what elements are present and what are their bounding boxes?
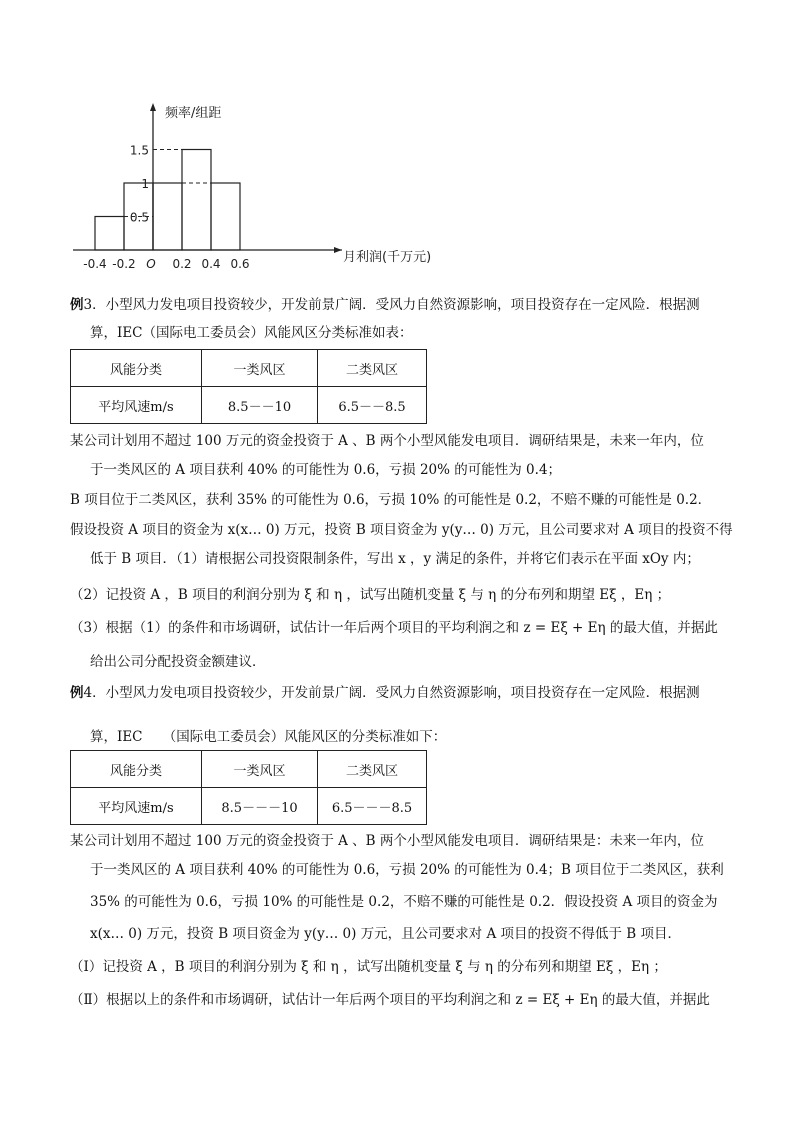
- ex4-th-0: 风能分类: [71, 751, 202, 788]
- ex3-line2: 算，IEC（国际电工委员会）风能风区分类标准如表：: [90, 325, 413, 341]
- histogram-chart: [60, 95, 460, 280]
- x-tick-label: 0.2: [172, 257, 192, 271]
- ex3-td-0: 平均风速m/s: [71, 387, 202, 424]
- ex4-th-2: 二类风区: [318, 751, 427, 788]
- x-axis-label: 月利润(千万元): [343, 250, 432, 265]
- ex3-th-0: 风能分类: [71, 350, 202, 387]
- ex4-table-row: [71, 788, 427, 825]
- x-tick-label: -0.4: [83, 257, 107, 271]
- histogram-bar: [153, 183, 182, 250]
- ex3-th-2: 二类风区: [318, 350, 427, 387]
- ex4-line2: 算，IEC （国际电工委员会）风能风区的分类标准如下：: [90, 729, 447, 745]
- histogram-bar: [211, 183, 240, 250]
- ex4-td-0: 平均风速m/s: [71, 788, 202, 825]
- histogram-bar: [95, 217, 124, 251]
- ex4-th-1: 一类风区: [202, 751, 318, 788]
- ex3-td-2: 6.5－－8.5: [318, 387, 427, 424]
- ex4-p1: 某公司计划用不超过 100 万元的资金投资于 A 、B 两个小型风能发电项目．调研结果是：未来一年内，位: [70, 833, 704, 849]
- x-tick-label: 0.4: [201, 257, 221, 271]
- x-tick-label: -0.2: [112, 257, 136, 271]
- ex4-p5: （Ⅰ）记投资 A ，B 项目的利润分别为 ξ 和 η ，试写出随机变量 ξ 与 η 的分布列和期望 Eξ ，Eη ；: [70, 959, 667, 975]
- ex3-p5: 低于 B 项目．（1）请根据公司投资限制条件，写出 x ，y 满足的条件，并将它们表示在平面 xOy 内；: [90, 551, 700, 567]
- x-axis-arrow: [334, 247, 342, 253]
- ex3-table: [70, 349, 427, 424]
- ex4-p2: 于一类风区的 A 项目获利 40% 的可能性为 0.6，亏损 20% 的可能性为 0.4；B 项目位于二类风区，获利: [90, 862, 724, 878]
- ex3-p2: 于一类风区的 A 项目获利 40% 的可能性为 0.6，亏损 20% 的可能性为 0.4；: [90, 462, 562, 478]
- ex4-p3: 35% 的可能性为 0.6，亏损 10% 的可能性是 0.2，不赔不赚的可能性是 0.2．假设投资 A 项目的资金为: [90, 894, 718, 910]
- ex4-p4: x(x… 0) 万元，投资 B 项目资金为 y(y… 0) 万元，且公司要求对 A 项目的投资不得低于 B 项目．: [90, 926, 682, 942]
- ex4-line1: [70, 684, 700, 702]
- origin-label: O: [146, 257, 156, 271]
- ex3-p3: B 项目位于二类风区，获利 35% 的可能性为 0.6，亏损 10% 的可能性是 0.2，不赔不赚的可能性是 0.2．: [70, 492, 712, 508]
- y-tick-label: 1.5: [129, 143, 149, 158]
- ex3-p6: （2）记投资 A ，B 项目的利润分别为 ξ 和 η ，试写出随机变量 ξ 与 η 的分布列和期望 Eξ ，Eη ；: [70, 587, 671, 603]
- ex3-td-1: 8.5－－10: [202, 387, 318, 424]
- ex4-table: [70, 750, 427, 825]
- ex3-label: 例: [70, 297, 84, 313]
- ex3-p8: 给出公司分配投资金额建议．: [90, 654, 266, 670]
- histogram-bar: [182, 150, 211, 251]
- y-tick-label: 0.5: [129, 210, 149, 225]
- ex3-p4: 假设投资 A 项目的资金为 x(x… 0) 万元，投资 B 项目资金为 y(y… 0) 万元，且公司要求对 A 项目的投资不得: [70, 522, 733, 538]
- ex3-line1-text: 3．小型风力发电项目投资较少，开发前景广阔．受风力自然资源影响，项目投资存在一定风险．根据测: [83, 297, 700, 313]
- ex3-p7: （3）根据（1）的条件和市场调研，试估计一年后两个项目的平均利润之和 z = Eξ + Eη 的最大值，并据此: [70, 620, 718, 636]
- y-axis-label: 频率/组距: [165, 106, 222, 121]
- ex4-table-header: [71, 751, 427, 788]
- ex3-th-1: 一类风区: [202, 350, 318, 387]
- ex4-label: 例: [70, 685, 84, 701]
- ex4-td-2: 6.5－－－8.5: [318, 788, 427, 825]
- x-tick-label: 0.6: [230, 257, 250, 271]
- ex3-table-header: [71, 350, 427, 387]
- ex3-table-row: [71, 387, 427, 424]
- y-tick-label: 1: [141, 177, 149, 191]
- ex3-p1: 某公司计划用不超过 100 万元的资金投资于 A 、B 两个小型风能发电项目．调研结果是，未来一年内，位: [70, 433, 704, 449]
- ex3-line1: [70, 296, 700, 314]
- ex4-p6: （Ⅱ）根据以上的条件和市场调研，试估计一年后两个项目的平均利润之和 z = Eξ + Eη 的最大值，并据此: [70, 992, 710, 1008]
- y-axis-arrow: [150, 103, 156, 111]
- ex4-line1-text: 4．小型风力发电项目投资较少，开发前景广阔．受风力自然资源影响，项目投资存在一定风险．根据测: [83, 685, 700, 701]
- ex4-td-1: 8.5－－－10: [202, 788, 318, 825]
